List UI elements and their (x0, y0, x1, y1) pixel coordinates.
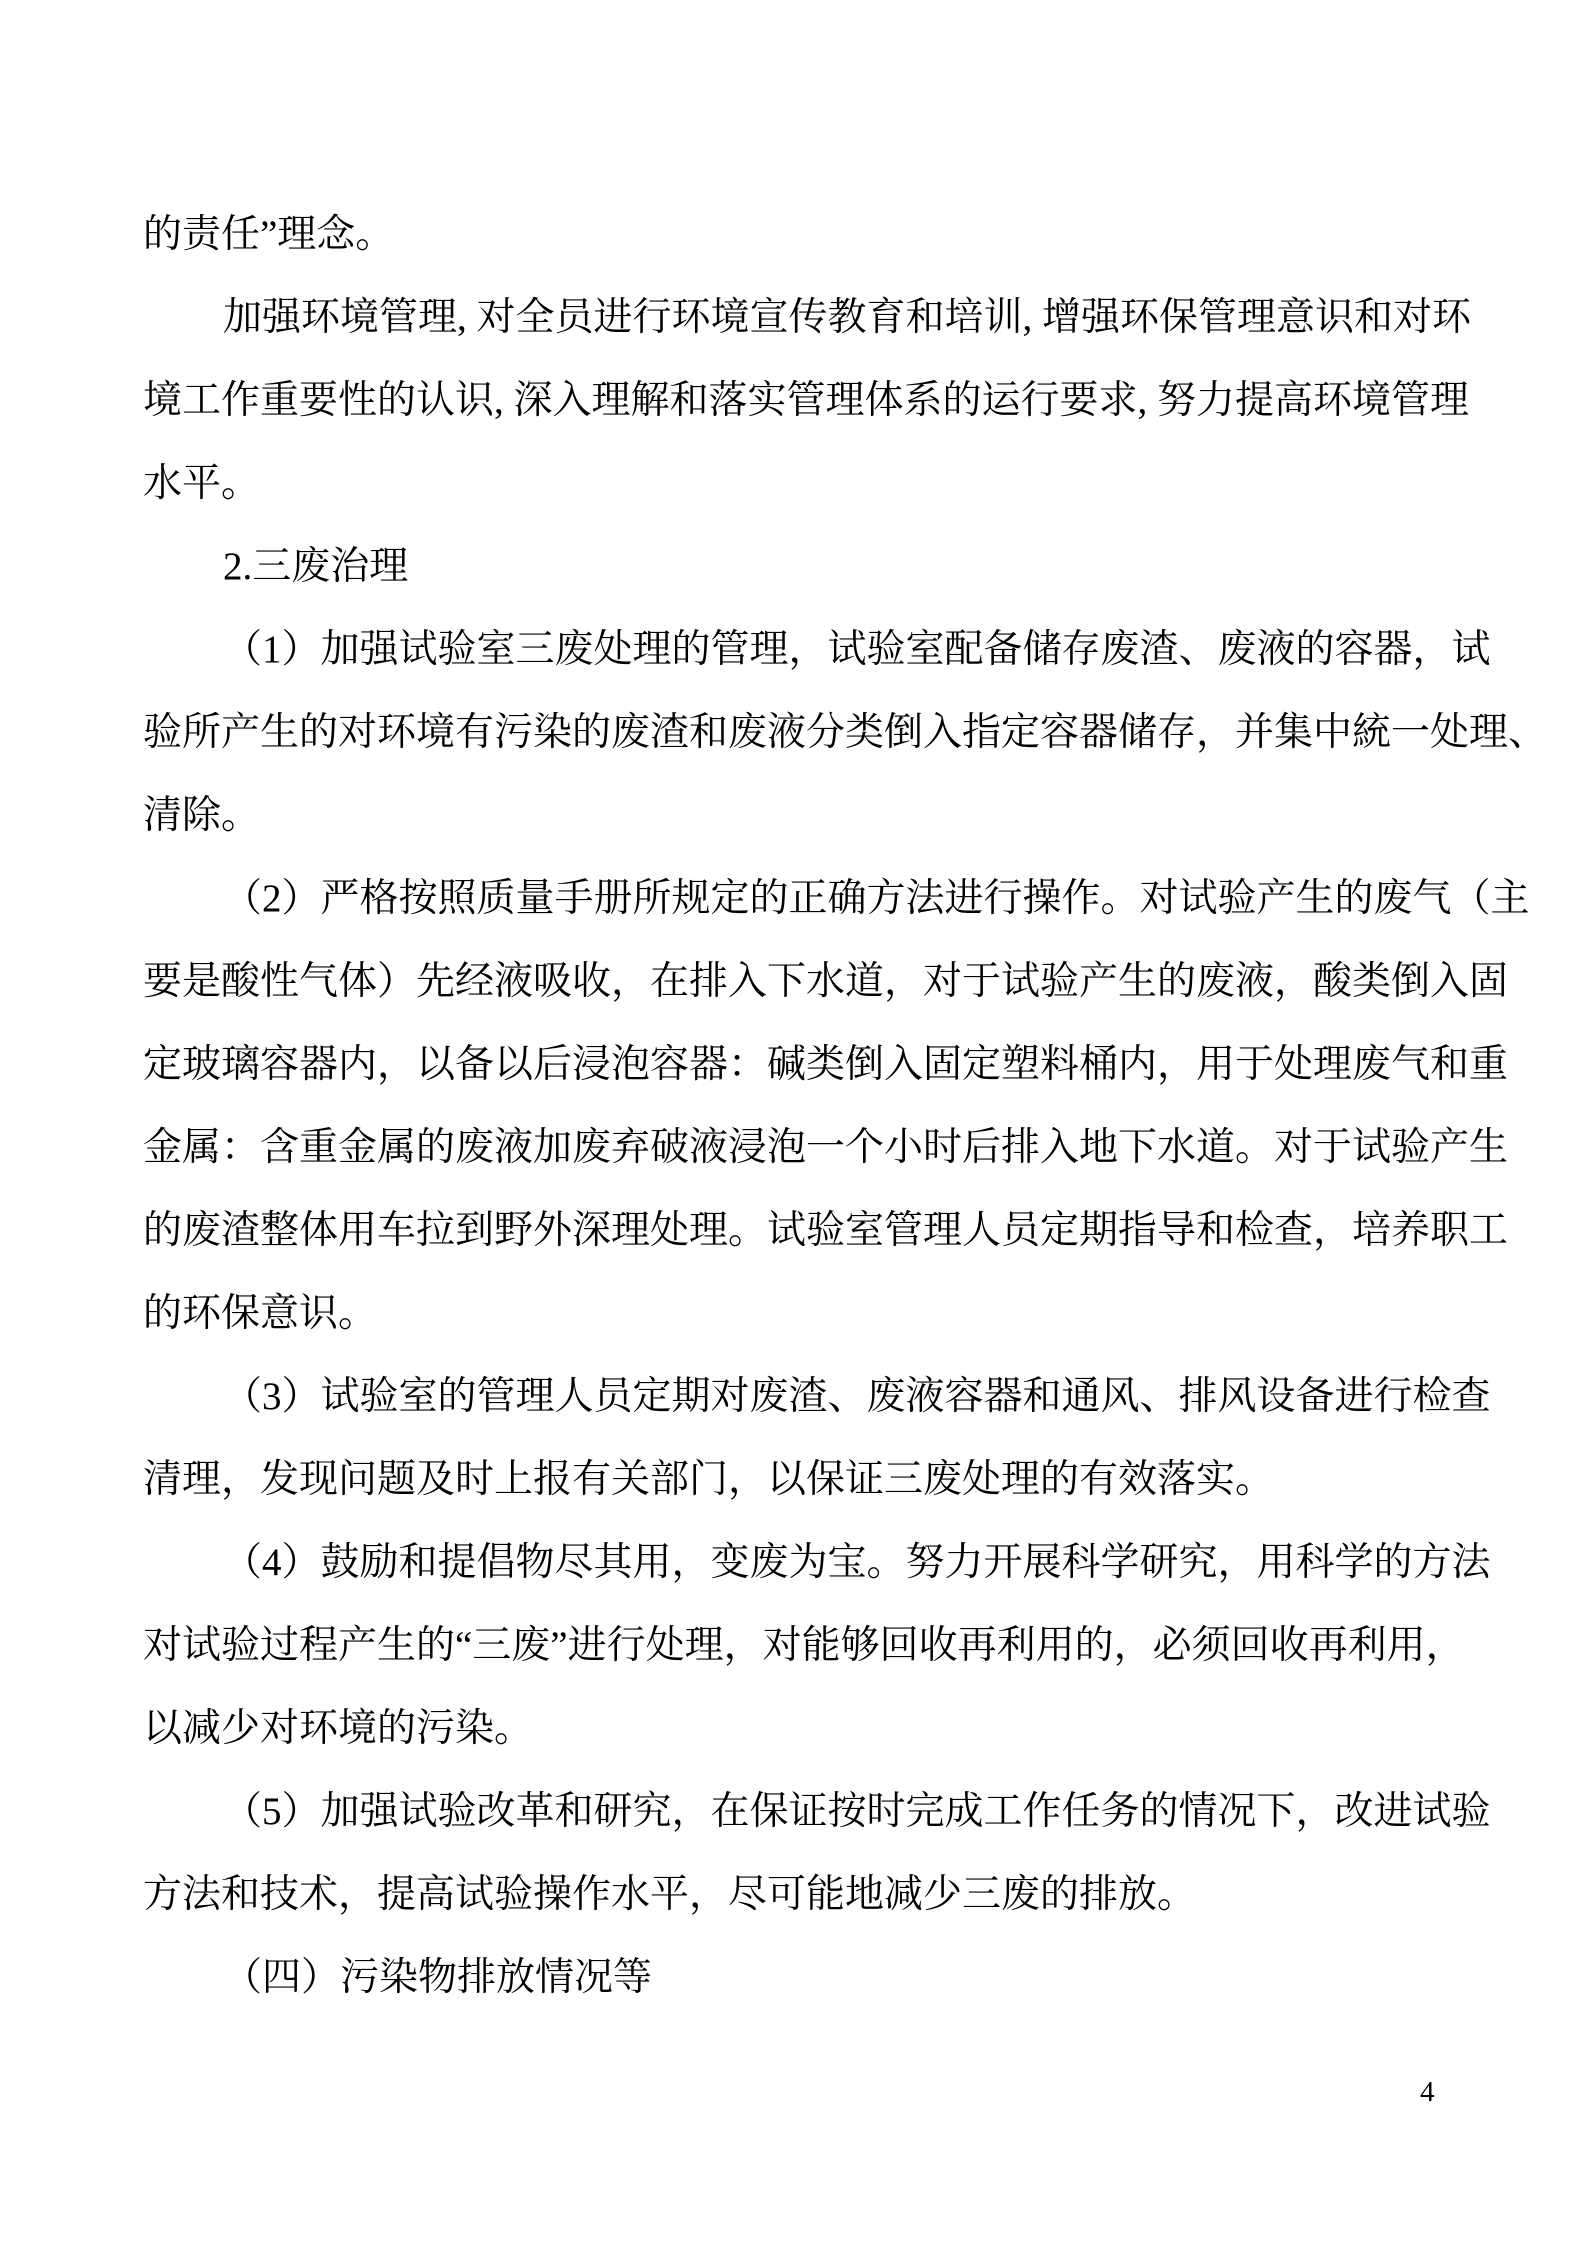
text-line: （5）加强试验改革和研究，在保证按时完成工作任务的情况下，改进试验 (223, 1790, 1491, 1833)
text-line: 验所产生的对环境有污染的废渣和废液分类倒入指定容器储存，并集中統一处理、 (143, 711, 1548, 754)
text-line: 的废渣整体用车拉到野外深理处理。试验室管理人员定期指导和检查，培养职工 (143, 1209, 1509, 1252)
text-line: 定玻璃容器内，以备以后浸泡容器：碱类倒入固定塑料桶内，用于处理废气和重 (143, 1043, 1509, 1086)
text-line: 的环保意识。 (143, 1292, 378, 1335)
text-line: 清除。 (143, 794, 261, 837)
document-body (143, 193, 1548, 2019)
text-line: 对试验过程产生的“三废”进行处理，对能够回收再利用的，必须回收再利用， (143, 1624, 1465, 1667)
text-line: 清理，发现问题及时上报有关部门，以保证三废处理的有效落实。 (143, 1458, 1275, 1501)
text-line: 境工作重要性的认识, 深入理解和落实管理体系的运行要求, 努力提高环境管理 (143, 379, 1470, 422)
text-line: 要是酸性气体）先经液吸收，在排入下水道，对于试验产生的废液，酸类倒入固 (143, 960, 1509, 1003)
text-line: 2.三废治理 (223, 545, 409, 588)
text-line: （3）试验室的管理人员定期对废渣、废液容器和通风、排风设备进行检查 (223, 1375, 1491, 1418)
text-line: （四）污染物排放情况等 (223, 1956, 653, 1999)
text-line: 方法和技术，提高试验操作水平，尽可能地减少三废的排放。 (143, 1873, 1197, 1916)
text-line: 加强环境管理, 对全员进行环境宣传教育和培训, 增强环保管理意识和对环 (223, 296, 1472, 339)
text-line: （1）加强试验室三废处理的管理，试验室配备储存废渣、废液的容器，试 (223, 628, 1491, 671)
page-number: 4 (1420, 2076, 1435, 2108)
text-line: 金属：含重金属的废液加废弃破液浸泡一个小时后排入地下水道。对于试验产生 (143, 1126, 1509, 1169)
text-line: （2）严格按照质量手册所规定的正确方法进行操作。对试验产生的废气（主 (223, 877, 1530, 920)
text-line: 的责任”理念。 (143, 213, 395, 256)
text-line: 水平。 (143, 462, 261, 505)
text-line: （4）鼓励和提倡物尽其用，变废为宝。努力开展科学研究，用科学的方法 (223, 1541, 1491, 1584)
text-line: 以减少对环境的污染。 (143, 1707, 534, 1750)
